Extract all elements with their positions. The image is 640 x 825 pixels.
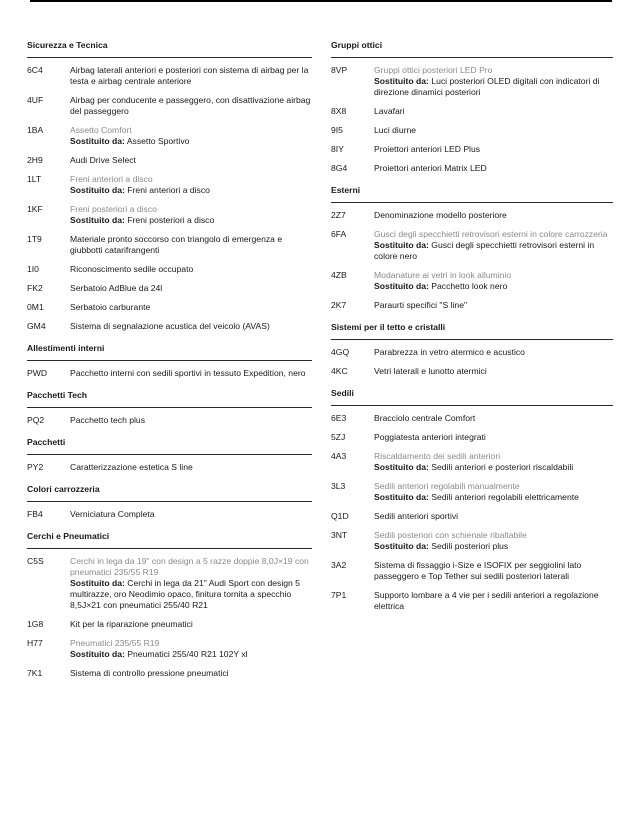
- section-title: Pacchetti Tech: [27, 390, 312, 408]
- option-row: [27, 264, 312, 275]
- replacement-value: Sedili posteriori plus: [431, 541, 509, 551]
- replacement-label: Sostituito da:: [374, 462, 429, 472]
- replaced-option: Gusci degli specchietti retrovisori esterni in colore carrozzeria: [374, 229, 608, 239]
- option-code: 6FA: [331, 229, 347, 239]
- section: [27, 437, 312, 473]
- option-code: 4KC: [331, 366, 348, 376]
- option-description: Luci diurne: [374, 125, 417, 135]
- section: [331, 388, 613, 612]
- replacement-label: Sostituito da:: [70, 136, 125, 146]
- option-description: Lavafari: [374, 106, 405, 116]
- replacement-label: Sostituito da:: [374, 281, 429, 291]
- top-rule: [30, 0, 612, 2]
- replacement-label: Sostituito da:: [374, 76, 429, 86]
- option-description: Materiale pronto soccorso con triangolo di emergenza e giubbotti catarifrangenti: [70, 234, 283, 255]
- replaced-option: Sedili posteriori con schienale ribaltabile: [374, 530, 527, 540]
- option-row: [331, 270, 613, 292]
- option-code: 7K1: [27, 668, 43, 678]
- section: [27, 40, 312, 332]
- option-row: [27, 556, 312, 611]
- replacement-line: [374, 541, 613, 552]
- option-row: [27, 321, 312, 332]
- option-code: 3A2: [331, 560, 347, 570]
- option-code: PWD: [27, 368, 48, 378]
- replacement-label: Sostituito da:: [70, 215, 125, 225]
- option-description: [70, 556, 312, 611]
- option-description: [374, 530, 613, 552]
- option-row: [331, 125, 613, 136]
- option-code: GM4: [27, 321, 46, 331]
- option-row: [27, 155, 312, 166]
- right-column: [331, 40, 613, 612]
- option-code: 1T9: [27, 234, 42, 244]
- replacement-line: [70, 215, 312, 226]
- option-description: [374, 451, 613, 473]
- replaced-option: Cerchi in lega da 19" con design a 5 razze doppie 8,0J×19 con pneumatici 235/55 R19: [70, 556, 309, 577]
- option-row: [331, 144, 613, 155]
- option-row: [331, 210, 613, 221]
- replaced-option: Pneumatici 235/55 R19: [70, 638, 160, 648]
- option-code: C5S: [27, 556, 44, 566]
- option-description: Sistema di controllo pressione pneumatici: [70, 668, 229, 678]
- option-code: 8X8: [331, 106, 347, 116]
- replacement-line: [374, 76, 613, 98]
- left-column: [27, 40, 312, 679]
- option-description: Parabrezza in vetro atermico e acustico: [374, 347, 525, 357]
- option-row: [331, 560, 613, 582]
- replacement-line: [374, 281, 613, 292]
- section: [331, 322, 613, 377]
- option-code: 3L3: [331, 481, 346, 491]
- option-row: [331, 432, 613, 443]
- option-row: [331, 106, 613, 117]
- replacement-label: Sostituito da:: [70, 185, 125, 195]
- option-row: [27, 234, 312, 256]
- option-code: 4GQ: [331, 347, 350, 357]
- section: [331, 185, 613, 311]
- option-description: Verniciatura Completa: [70, 509, 155, 519]
- replacement-value: Luci posteriori OLED digitali con indicatori di direzione dinamici posteriori: [374, 76, 600, 97]
- option-row: [27, 174, 312, 196]
- section-title: Pacchetti: [27, 437, 312, 455]
- option-description: Kit per la riparazione pneumatici: [70, 619, 193, 629]
- option-code: 1KF: [27, 204, 43, 214]
- replacement-line: [70, 136, 312, 147]
- replacement-value: Cerchi in lega da 21" Audi Sport con design 5 multirazze, oro Neodimio opaco, finitura tornita a specchio 8,5J×21 con pneumatici 255/40 R21: [70, 578, 300, 610]
- option-description: Serbatoio carburante: [70, 302, 151, 312]
- option-row: [27, 204, 312, 226]
- replacement-line: [374, 240, 613, 262]
- section-title: Gruppi ottici: [331, 40, 613, 58]
- option-description: Riconoscimento sedile occupato: [70, 264, 194, 274]
- option-row: [331, 413, 613, 424]
- replacement-label: Sostituito da:: [70, 578, 125, 588]
- option-description: Pacchetto interni con sedili sportivi in tessuto Expedition, nero: [70, 368, 306, 378]
- replacement-value: Sedili anteriori regolabili elettricamente: [431, 492, 579, 502]
- option-row: [27, 619, 312, 630]
- option-description: Bracciolo centrale Comfort: [374, 413, 476, 423]
- section-title: Allestimenti interni: [27, 343, 312, 361]
- section-title: Colori carrozzeria: [27, 484, 312, 502]
- option-code: 2K7: [331, 300, 347, 310]
- option-row: [331, 590, 613, 612]
- option-row: [331, 65, 613, 98]
- option-description: [70, 125, 312, 147]
- replacement-value: Freni anteriori a disco: [127, 185, 210, 195]
- option-code: 8G4: [331, 163, 348, 173]
- replacement-value: Freni posteriori a disco: [127, 215, 215, 225]
- section-title: Sedili: [331, 388, 613, 406]
- option-description: Proiettori anteriori LED Plus: [374, 144, 481, 154]
- option-code: Q1D: [331, 511, 349, 521]
- option-description: [70, 174, 312, 196]
- option-row: [27, 95, 312, 117]
- option-code: PQ2: [27, 415, 45, 425]
- option-description: Supporto lombare a 4 vie per i sedili anteriori a regolazione elettrica: [374, 590, 599, 611]
- option-code: 2H9: [27, 155, 43, 165]
- option-row: [27, 125, 312, 147]
- option-row: [27, 638, 312, 660]
- option-code: FK2: [27, 283, 43, 293]
- option-description: [374, 270, 613, 292]
- option-description: Airbag laterali anteriori e posteriori con sistema di airbag per la testa e airbag centrale anteriore: [70, 65, 309, 86]
- option-row: [331, 347, 613, 358]
- option-code: 1BA: [27, 125, 44, 135]
- option-code: PY2: [27, 462, 44, 472]
- option-description: Poggiatesta anteriori integrati: [374, 432, 486, 442]
- option-code: 8VP: [331, 65, 348, 75]
- replacement-line: [70, 578, 312, 611]
- option-row: [27, 415, 312, 426]
- replacement-line: [374, 492, 613, 503]
- option-code: 1G8: [27, 619, 44, 629]
- option-code: H77: [27, 638, 43, 648]
- option-code: 2Z7: [331, 210, 346, 220]
- option-description: Airbag per conducente e passeggero, con disattivazione airbag del passeggero: [70, 95, 311, 116]
- replaced-option: Modanature ai vetri in look alluminio: [374, 270, 512, 280]
- option-description: Caratterizzazione estetica S line: [70, 462, 193, 472]
- option-row: [27, 65, 312, 87]
- option-code: 4A3: [331, 451, 347, 461]
- section: [27, 390, 312, 426]
- option-description: Serbatoio AdBlue da 24l: [70, 283, 163, 293]
- option-description: [374, 229, 613, 262]
- option-description: [374, 481, 613, 503]
- option-description: Denominazione modello posteriore: [374, 210, 507, 220]
- replacement-value: Gusci degli specchietti retrovisori esterni in colore nero: [374, 240, 595, 261]
- option-row: [331, 511, 613, 522]
- section-title: Cerchi e Pneumatici: [27, 531, 312, 549]
- option-code: 6E3: [331, 413, 347, 423]
- option-row: [27, 509, 312, 520]
- section: [331, 40, 613, 174]
- option-code: 0M1: [27, 302, 44, 312]
- option-row: [27, 368, 312, 379]
- replacement-label: Sostituito da:: [374, 240, 429, 250]
- option-code: 4ZB: [331, 270, 347, 280]
- replacement-value: Assetto Sportivo: [126, 136, 190, 146]
- option-code: 4UF: [27, 95, 44, 105]
- option-row: [27, 462, 312, 473]
- section-title: Sicurezza e Tecnica: [27, 40, 312, 58]
- replacement-label: Sostituito da:: [374, 541, 429, 551]
- option-description: Audi Drive Select: [70, 155, 136, 165]
- option-description: Pacchetto tech plus: [70, 415, 146, 425]
- option-description: [374, 65, 613, 98]
- option-row: [27, 302, 312, 313]
- option-row: [331, 300, 613, 311]
- option-row: [331, 163, 613, 174]
- option-row: [27, 668, 312, 679]
- replaced-option: Riscaldamento dei sedili anteriori: [374, 451, 501, 461]
- option-row: [331, 229, 613, 262]
- replacement-value: Sedili anteriori e posteriori riscaldabili: [431, 462, 574, 472]
- replaced-option: Freni anteriori a disco: [70, 174, 153, 184]
- option-code: FB4: [27, 509, 43, 519]
- option-row: [27, 283, 312, 294]
- option-row: [331, 530, 613, 552]
- replacement-label: Sostituito da:: [70, 649, 125, 659]
- option-code: 5ZJ: [331, 432, 346, 442]
- replaced-option: Sedili anteriori regolabili manualmente: [374, 481, 520, 491]
- option-description: Paraurti specifici "S line": [374, 300, 468, 310]
- replaced-option: Freni posteriori a disco: [70, 204, 157, 214]
- option-code: 6C4: [27, 65, 43, 75]
- option-row: [331, 366, 613, 377]
- section: [27, 484, 312, 520]
- replacement-label: Sostituito da:: [374, 492, 429, 502]
- replacement-line: [374, 462, 613, 473]
- replacement-value: Pneumatici 255/40 R21 102Y xl: [127, 649, 248, 659]
- option-code: 9I5: [331, 125, 343, 135]
- section-title: Esterni: [331, 185, 613, 203]
- option-code: 1LT: [27, 174, 42, 184]
- option-code: 1I0: [27, 264, 39, 274]
- option-code: 7P1: [331, 590, 347, 600]
- replacement-value: Pacchetto look nero: [431, 281, 508, 291]
- option-row: [331, 451, 613, 473]
- option-description: Proiettori anteriori Matrix LED: [374, 163, 487, 173]
- replacement-line: [70, 185, 312, 196]
- option-description: Sistema di fissaggio i-Size e ISOFIX per seggiolini lato passeggero e Top Tether sui sedili posteriori laterali: [374, 560, 582, 581]
- option-code: 3NT: [331, 530, 348, 540]
- option-row: [331, 481, 613, 503]
- replacement-line: [70, 649, 312, 660]
- section: [27, 343, 312, 379]
- option-description: [70, 638, 312, 660]
- option-description: Sedili anteriori sportivi: [374, 511, 459, 521]
- section-title: Sistemi per il tetto e cristalli: [331, 322, 613, 340]
- option-code: 8IY: [331, 144, 344, 154]
- replaced-option: Gruppi ottici posteriori LED Pro: [374, 65, 493, 75]
- section: [27, 531, 312, 679]
- replaced-option: Assetto Comfort: [70, 125, 132, 135]
- option-description: Vetri laterali e lunotto atermici: [374, 366, 487, 376]
- option-description: Sistema di segnalazione acustica del veicolo (AVAS): [70, 321, 270, 331]
- option-description: [70, 204, 312, 226]
